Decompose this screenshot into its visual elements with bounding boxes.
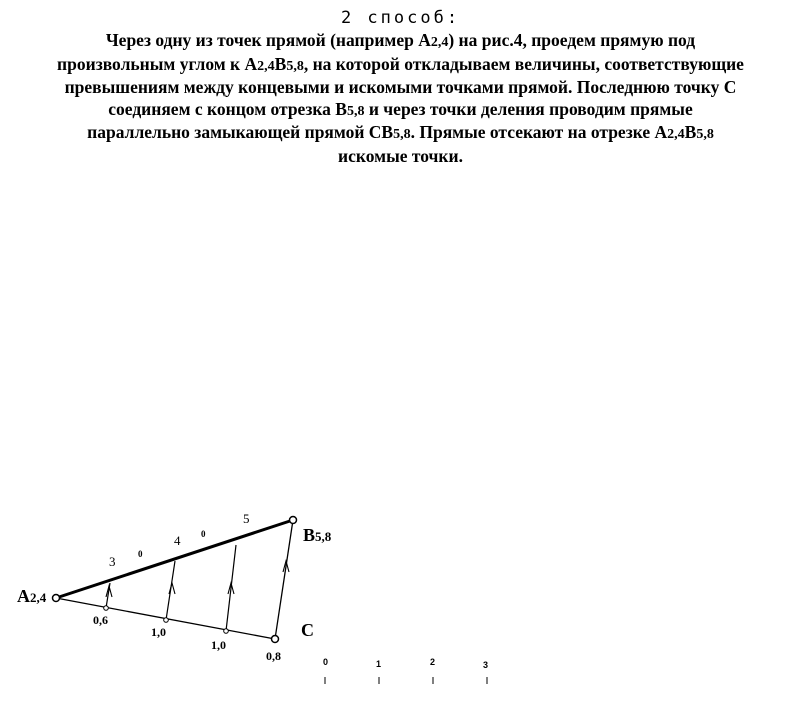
lower-mark: 1,0 bbox=[151, 625, 166, 639]
upper-mark: 5 bbox=[243, 511, 250, 526]
lower-mark: 1,0 bbox=[211, 638, 226, 652]
text-run: . Прямые отсекают на отрезке А bbox=[410, 122, 668, 142]
subscript-run: 5,8 bbox=[696, 127, 714, 142]
text-run: ) на рис.4, проедем прямую под bbox=[448, 30, 696, 50]
scale-label: 2 bbox=[430, 657, 436, 667]
upper-small-mark: 0 bbox=[201, 529, 206, 539]
point-C bbox=[272, 636, 279, 643]
segment-AB bbox=[56, 520, 293, 598]
scale-label: 1 bbox=[376, 659, 382, 669]
text-run: , на которой откладываем величины, соответствующие bbox=[303, 53, 744, 74]
text-run: параллельно замыкающей прямой СВ bbox=[87, 122, 394, 142]
point-B bbox=[290, 517, 297, 524]
subscript-run: 5,8 bbox=[393, 127, 411, 142]
division-point bbox=[224, 629, 229, 634]
division-point bbox=[104, 606, 109, 611]
lower-mark: 0,8 bbox=[266, 649, 281, 663]
subscript-run: 5,8 bbox=[286, 58, 304, 74]
scale-label: 0 bbox=[323, 657, 329, 667]
section-heading: 2 способ: bbox=[340, 8, 461, 28]
closing-line-CB bbox=[275, 520, 293, 639]
upper-mark: 3 bbox=[109, 554, 116, 569]
text-run: искомые точки. bbox=[338, 145, 463, 166]
label-B: В5,8 bbox=[303, 525, 332, 545]
subscript-run: 2,4 bbox=[667, 127, 685, 142]
scale-label: 3 bbox=[483, 660, 489, 670]
text-run: и через точки деления проводим прямые bbox=[364, 98, 693, 119]
subscript-run: 5,8 bbox=[346, 103, 365, 119]
text-run: произвольным углом к А bbox=[57, 53, 258, 74]
text-run: В bbox=[274, 53, 287, 74]
parallel-line bbox=[226, 545, 236, 631]
text-run: превышениям между концевыми и искомыми точками прямой. Последнюю точку С bbox=[64, 77, 737, 97]
text-run: В bbox=[684, 122, 697, 142]
upper-mark: 4 bbox=[174, 533, 181, 548]
arrow-head bbox=[169, 583, 175, 594]
label-C: С bbox=[301, 620, 314, 640]
point-A bbox=[53, 595, 60, 602]
upper-small-mark: 0 bbox=[138, 549, 143, 559]
label-A: А2,4 bbox=[17, 586, 47, 606]
text-run: Через одну из точек прямой (например А bbox=[105, 30, 431, 50]
division-point bbox=[164, 618, 169, 623]
subscript-run: 2,4 bbox=[430, 35, 449, 50]
text-run: соединяем с концом отрезка В bbox=[108, 98, 347, 119]
subscript-run: 2,4 bbox=[257, 58, 275, 74]
lower-mark: 0,6 bbox=[93, 613, 108, 627]
